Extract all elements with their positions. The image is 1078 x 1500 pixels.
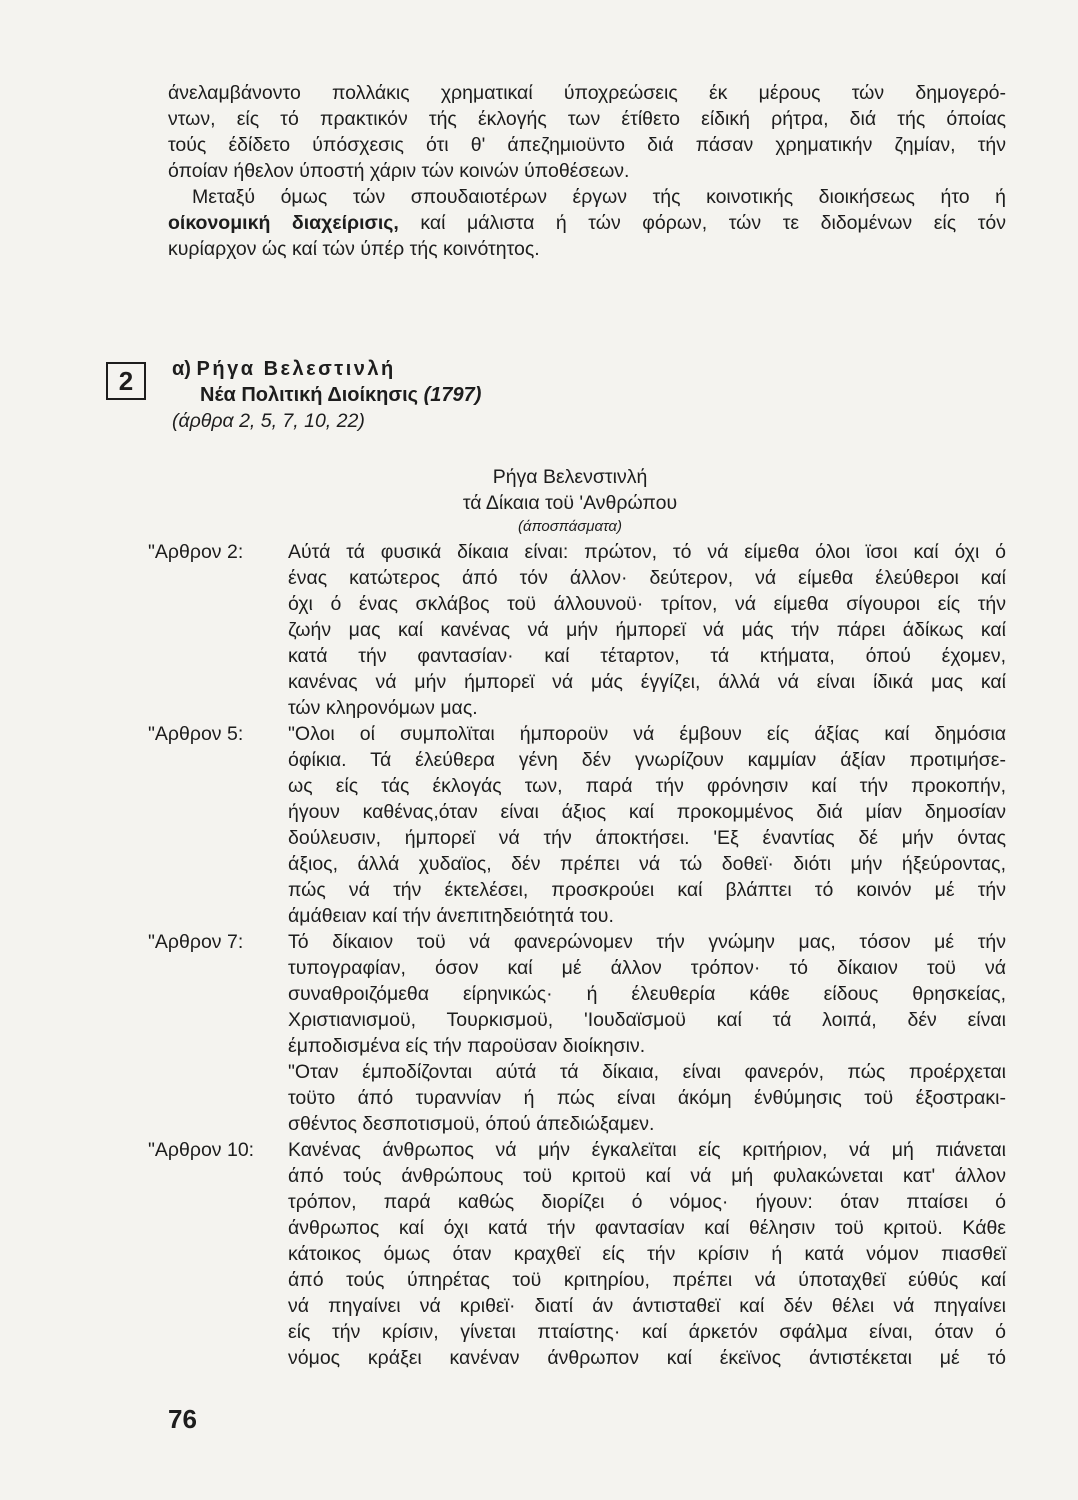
article-body (288, 721, 1006, 929)
article-line: Τό δίκαιον τοϋ νά φανερώνομεν τήν γνώμην μας, τόσον μέ τήν (288, 931, 1006, 953)
heading-year: (1797) (423, 384, 482, 406)
article-line: συναθροιζόμεθα είρηνικώς· ή έλευθερία κάθε είδους θρησκείας, (288, 983, 1006, 1005)
article-line: κατά τήν φαντασίαν· καί τέταρτον, τά κτήματα, όπού έχομεν, (288, 645, 1006, 667)
article-body (288, 1137, 1006, 1371)
article-line: ένας κατώτερος άπό τόν άλλον· δεύτερον, νά είμεθα έλεύθεροι καί (288, 567, 1006, 589)
centered-subtitle: (άποσπάσματα) (518, 518, 622, 535)
article-10 (148, 1137, 1006, 1371)
section-heading (172, 356, 772, 434)
intro-line: άνελαμβάνοντο πολλάκις χρηματικαί ύποχρεώσεις έκ μέρους τών δημογερό- (168, 82, 1006, 104)
article-line: όχι ό ένας σκλάβος τοϋ άλλουνοϋ· τρίτον, νά είμεθα σίγουροι είς τήν (288, 593, 1006, 615)
article-line: τών κληρονόμων μας. (288, 697, 478, 719)
intro-line-rest: καί μάλιστα ή τών φόρων, τών τε διδομένων είς τόν (398, 212, 1006, 234)
article-label: "Αρθρον 5: (148, 723, 244, 745)
article-line: άπό τούς ύπηρέτας τοϋ κριτηρίου, πρέπει νά ύποταχθεϊ εύθύς καί (288, 1269, 1006, 1291)
article-line: ζωήν μας καί κανένας νά μήν ήμπορεϊ νά μάς τήν πάρει άδίκως καί (288, 619, 1006, 641)
heading-articles-ref: (άρθρα 2, 5, 7, 10, 22) (172, 410, 365, 432)
article-line: κανένας νά μήν ήμπορεϊ νά μάς έγγίζει, άλλά νά είναι ίδικά μας καί (288, 671, 1006, 693)
article-line: άπό τούς άνθρώπους τοϋ κριτοϋ καί νά μή φυλακώνεται κατ' άλλον (288, 1165, 1006, 1187)
articles-list (148, 539, 1006, 1371)
article-line: "Οταν έμποδίζονται αύτά τά δίκαια, είναι φανερόν, πώς προέρχεται (288, 1061, 1006, 1083)
section-number-box: 2 (106, 362, 146, 400)
article-line: νά πηγαίνει νά κριθεϊ· διατί άν άντισταθεϊ καί δέν θέλει νά πηγαίνει (288, 1295, 1006, 1317)
article-line: ήγουν καθένας,όταν είναι άξιος καί προκομμένος διά μίαν δημοσίαν (288, 801, 1006, 823)
article-line: δούλευσιν, ήμπορεϊ νά τήν άποκτήσει. 'Εξ έναντίας δέ μήν όντας (288, 827, 1006, 849)
intro-text (168, 80, 1006, 262)
heading-marker: α) (172, 358, 191, 380)
centered-title-block (300, 464, 840, 538)
article-line: είς τήν κρίσιν, γίνεται πταίστης· καί άρκετόν σφάλμα είναι, όταν ό (288, 1321, 1006, 1343)
centered-title: τά Δίκαια τοϋ 'Ανθρώπου (462, 492, 678, 514)
article-label: "Αρθρον 2: (148, 541, 244, 563)
article-line: Κανένας άνθρωπος νά μήν έγκαλεϊται είς κριτήριον, νά μή πιάνεται (288, 1139, 1006, 1161)
bold-term: οίκονομική διαχείρισις, (168, 212, 399, 234)
heading-title: Νέα Πολιτική Διοίκησις (200, 384, 419, 406)
article-label: "Αρθρον 7: (148, 931, 244, 953)
article-line: κάτοικος όμως όταν κραχθεϊ είς τήν κρίσιν ή κατά νόμον πιασθεϊ (288, 1243, 1006, 1265)
article-line: νόμος κράξει κανέναν άνθρωπον καί έκεϊνος άντιστέκεται μέ τό (288, 1347, 1006, 1369)
article-body (288, 539, 1006, 721)
article-line: τρόπον, παρά καθώς διορίζει ό νόμος· ήγουν: όταν πταίσει ό (288, 1191, 1006, 1213)
article-line: Αύτά τά φυσικά δίκαια είναι: πρώτον, τό νά είμεθα όλοι ϊσοι καί όχι ό (288, 541, 1006, 563)
intro-line: ντων, είς τό πρακτικόν τής έκλογής των έτίθετο είδική ρήτρα, διά τής όποίας (168, 108, 1006, 130)
intro-line: Μεταξύ όμως τών σπουδαιοτέρων έργων τής κοινοτικής διοικήσεως ήτο ή (192, 186, 1006, 208)
intro-line: κυρίαρχον ώς καί τών ύπέρ τής κοινότητος. (168, 238, 540, 260)
article-line: άνθρωπος καί όχι κατά τήν φαντασίαν καί θέλησιν τοϋ κριτοϋ. Κάθε (288, 1217, 1006, 1239)
article-5 (148, 721, 1006, 929)
article-body (288, 929, 1006, 1137)
intro-line: όποίαν ήθελον ύποστή χάριν τών κοινών ύποθέσεων. (168, 160, 630, 182)
article-line: σθέντος δεσποτισμοϋ, όπού άπεδιώξαμεν. (288, 1113, 655, 1135)
article-label: "Αρθρον 10: (148, 1139, 255, 1161)
article-line: Χριστιανισμοϋ, Τουρκισμοϋ, 'Ιουδαϊσμοϋ καί τά λοιπά, δέν είναι (288, 1009, 1006, 1031)
article-line: άξιος, άλλά χυδαϊος, δέν πρέπει νά τώ δοθεϊ· διότι μήν ήξεύροντας, (288, 853, 1006, 875)
heading-author-line (172, 356, 772, 382)
centered-author: Ρήγα Βελενστινλή (492, 466, 648, 488)
article-2 (148, 539, 1006, 721)
article-line: πώς νά τήν έκτελέσει, προσκρούει καί βλάπτει τό κοινόν μέ τήν (288, 879, 1006, 901)
heading-author: Ρήγα Βελεστινλή (196, 358, 396, 380)
article-line: τοϋτο άπό τυραννίαν ή πώς είναι άκόμη ένθύμησις τοϋ έξοστρακι- (288, 1087, 1006, 1109)
article-line: "Ολοι οί συμπολϊται ήμποροϋν νά έμβουν είς άξίας καί δημόσια (288, 723, 1006, 745)
article-line: έμποδισμένα είς τήν παροϋσαν διοίκησιν. (288, 1035, 646, 1057)
article-line: τυπογραφίαν, όσον καί μέ άλλον τρόπον· τό δίκαιον τοϋ νά (288, 957, 1006, 979)
intro-line (168, 210, 1006, 236)
article-line: άμάθειαν καί τήν άνεπιτηδειότητά του. (288, 905, 614, 927)
page-number: 76 (168, 1404, 197, 1434)
article-line: ως είς τάς έκλογάς των, παρά τήν φρόνησιν καί τήν προκοπήν, (288, 775, 1006, 797)
article-line: όφίκια. Τά έλεύθερα γένη δέν γνωρίζουν καμμίαν άξίαν προτιμήσε- (288, 749, 1006, 771)
article-7 (148, 929, 1006, 1137)
intro-line: τούς έδίδετο ύπόσχεσις ότι θ' άπεζημιοϋντο διά πάσαν χρηματικήν ζημίαν, τήν (168, 134, 1006, 156)
heading-title-line (172, 382, 772, 408)
